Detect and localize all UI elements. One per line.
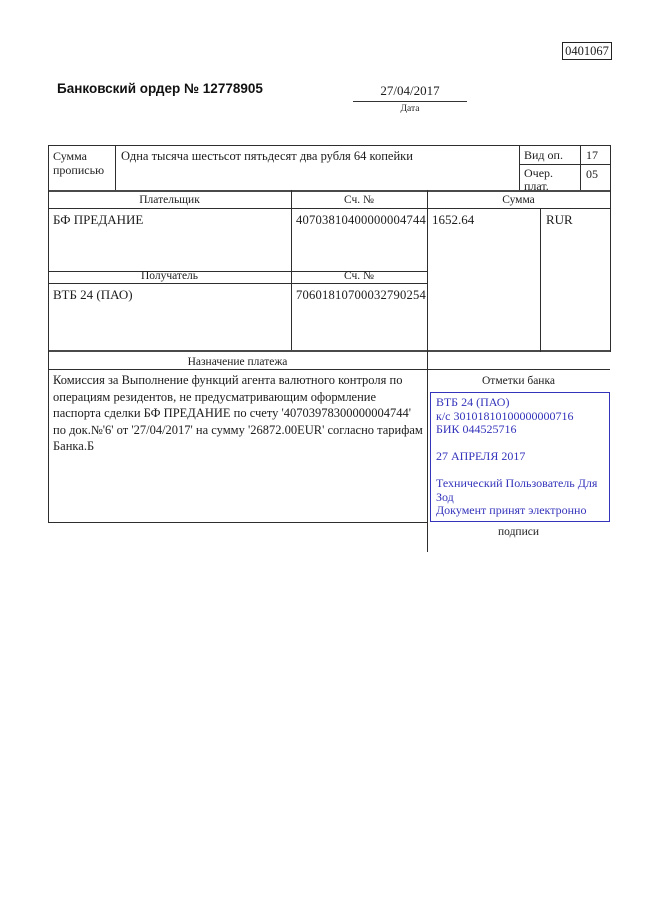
grid-line xyxy=(115,145,116,190)
amount-words-value: Одна тысяча шестьсот пятьдесят два рубля 64 копейки xyxy=(121,149,413,163)
signatures-label: подписи xyxy=(498,526,539,538)
date-block xyxy=(353,83,467,114)
grid-line xyxy=(48,369,610,370)
payee-account: 70601810700032790254 xyxy=(296,288,426,302)
stamp-line: ВТБ 24 (ПАО) xyxy=(436,395,510,409)
stamp-line: Технический Пользователь Для Зод xyxy=(436,476,598,504)
grid-line xyxy=(540,208,541,352)
grid-line xyxy=(48,350,610,352)
payee-account-header: Сч. № xyxy=(343,270,375,282)
grid-line xyxy=(519,145,520,190)
bank-marks-header: Отметки банка xyxy=(482,375,555,387)
grid-line xyxy=(519,164,610,165)
purpose-text: Комиссия за Выполнение функций агента валютного контроля по операциям резидентов, не предусматривающим оформление паспорта сделки БФ ПРЕДАНИЕ по счету '40703978300000004744' по док.№'6' от '27/04/2017' на сумму '26872.00EUR' согласно тарифам Банка.Б xyxy=(53,373,423,453)
amount-header: Сумма xyxy=(502,194,535,206)
date-value: 27/04/2017 xyxy=(353,83,467,102)
bank-stamp-box xyxy=(430,392,610,522)
stamp-line xyxy=(436,437,606,451)
grid-line xyxy=(610,145,611,352)
stamp-line: 27 АПРЕЛЯ 2017 xyxy=(436,449,526,463)
payer-name: БФ ПРЕДАНИЕ xyxy=(53,212,144,227)
stamp-line: БИК 044525716 xyxy=(436,422,517,436)
grid-line xyxy=(48,283,427,284)
date-label: Дата xyxy=(400,104,420,114)
op-type-label: Вид оп. xyxy=(524,148,563,162)
grid-line xyxy=(427,190,428,552)
stamp-line: к/с 30101810100000000716 xyxy=(436,408,574,423)
grid-line xyxy=(48,522,427,523)
form-code: 0401067 xyxy=(565,44,609,58)
payee-header: Получатель xyxy=(140,270,199,282)
op-type-value: 17 xyxy=(586,148,598,162)
grid-line xyxy=(48,145,610,146)
amount-words-label: Сумма прописью xyxy=(53,149,105,177)
form-code-box xyxy=(562,42,612,60)
payer-header: Плательщик xyxy=(139,194,200,206)
priority-label: Очер. плат. xyxy=(524,166,554,193)
grid-line xyxy=(48,208,610,209)
amount-currency: RUR xyxy=(546,212,573,227)
purpose-header: Назначение платежа xyxy=(187,356,288,368)
document-title: Банковский ордер № 12778905 xyxy=(57,81,263,96)
amount-value: 1652.64 xyxy=(432,212,475,227)
priority-value: 05 xyxy=(586,167,598,181)
grid-line xyxy=(580,145,581,190)
stamp-line xyxy=(436,464,606,478)
payee-name: ВТБ 24 (ПАО) xyxy=(53,287,133,302)
stamp-line: Документ принят электронно xyxy=(436,503,587,517)
payer-account: 40703810400000004744 xyxy=(296,213,426,227)
payer-account-header: Сч. № xyxy=(343,194,375,206)
